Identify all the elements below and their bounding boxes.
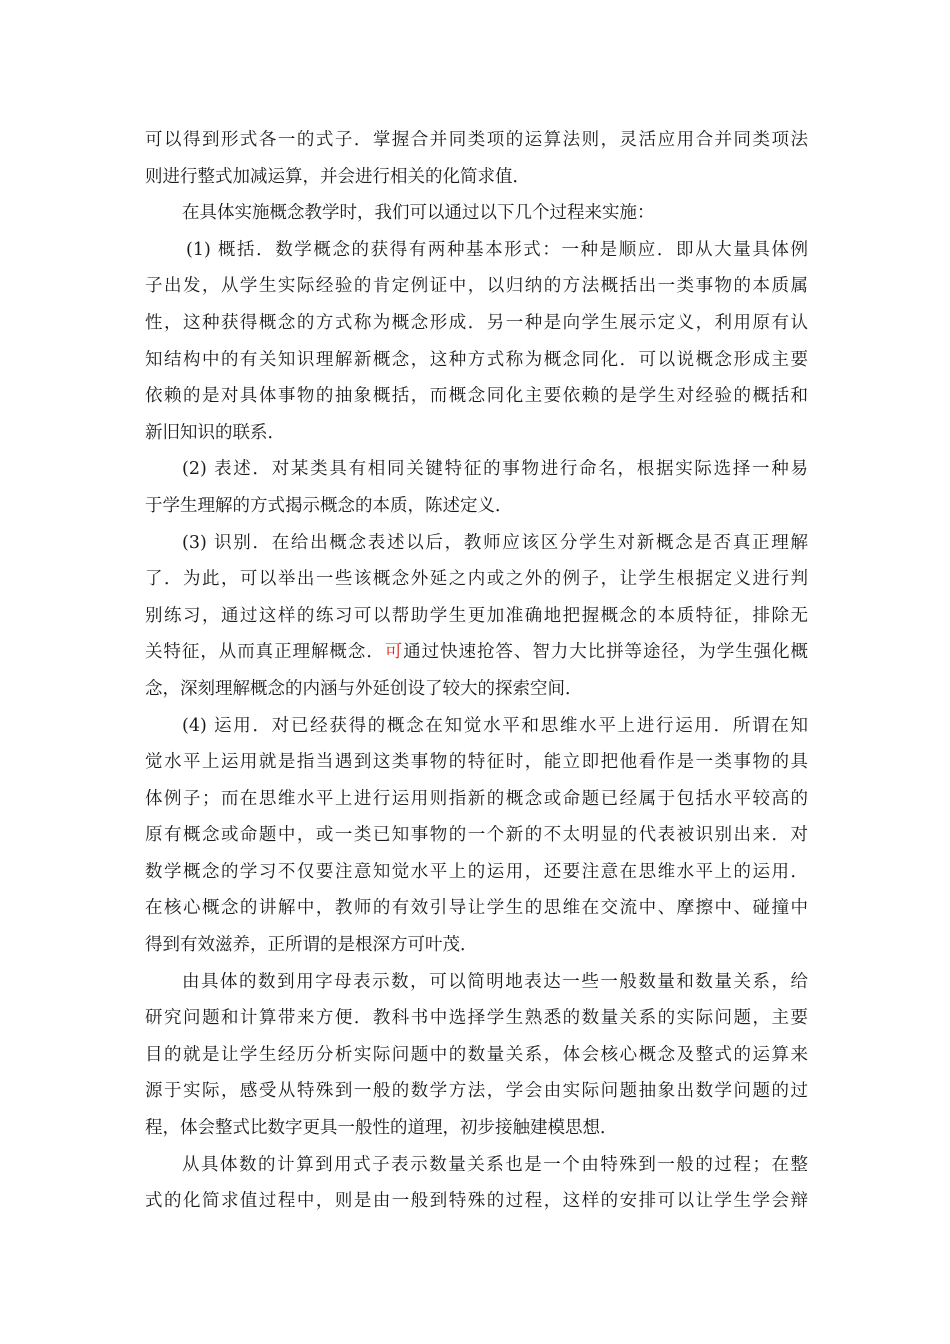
text-line: 新旧知识的联系． (145, 422, 285, 443)
text-line: 依赖的是对具体事物的抽象概括，而概念同化主要依赖的是学生对经验的概括和 (145, 386, 808, 407)
text-line: 在核心概念的讲解中，教师的有效引导让学生的思维在交流中、摩擦中、碰撞中 (145, 898, 808, 919)
text-segment: 关特征，从而真正理解概念． (145, 642, 385, 663)
body-text (145, 122, 808, 1220)
text-line: 觉水平上运用就是指当遇到这类事物的特征时，能立即把他看作是一类事物的具 (145, 752, 808, 773)
text-line: (1) 概括．数学概念的获得有两种基本形式：一种是顺应．即从大量具体例 (186, 239, 808, 260)
text-line: 子出发，从学生实际经验的肯定例证中，以归纳的方法概括出一类事物的本质属 (145, 276, 808, 297)
text-line: 别练习，通过这样的练习可以帮助学生更加准确地把握概念的本质特征，排除无 (145, 605, 808, 626)
text-line: 得到有效滋养，正所谓的是根深方可叶茂． (145, 935, 478, 956)
text-line: 研究问题和计算带来方便．教科书中选择学生熟悉的数量关系的实际问题，主要 (145, 1008, 808, 1029)
text-line: (4) 运用．对已经获得的概念在知觉水平和思维水平上进行运用．所谓在知 (182, 715, 808, 736)
text-line: 了．为此，可以举出一些该概念外延之内或之外的例子，让学生根据定义进行判 (145, 569, 808, 590)
highlighted-char: 可 (384, 642, 404, 663)
text-line: 目的就是让学生经历分析实际问题中的数量关系，体会核心概念及整式的运算来 (145, 1044, 808, 1065)
text-line: 从具体数的计算到用式子表示数量关系也是一个由特殊到一般的过程；在整 (182, 1154, 808, 1175)
text-line: 在具体实施概念教学时，我们可以通过以下几个过程来实施： (182, 203, 655, 224)
text-line-highlighted (145, 634, 808, 671)
text-line: (2) 表述．对某类具有相同关键特征的事物进行命名，根据实际选择一种易 (182, 459, 808, 480)
text-line: 念，深刻理解概念的内涵与外延创设了较大的探索空间． (145, 678, 583, 699)
text-line: 可以得到形式各一的式子．掌握合并同类项的运算法则，灵活应用合并同类项法 (145, 130, 808, 150)
text-line: 于学生理解的方式揭示概念的本质，陈述定义． (145, 495, 513, 516)
text-line: 数学概念的学习不仅要注意知觉水平上的运用，还要注意在思维水平上的运用． (145, 861, 808, 882)
text-line: (3) 识别．在给出概念表述以后，教师应该区分学生对新概念是否真正理解 (182, 532, 808, 553)
text-segment: 通过快速抢答、智力大比拼等途径，为学生强化概 (403, 642, 809, 663)
text-line: 式的化简求值过程中，则是由一般到特殊的过程，这样的安排可以让学生学会辩 (145, 1191, 808, 1212)
text-line: 知结构中的有关知识理解新概念，这种方式称为概念同化．可以说概念形成主要 (145, 349, 808, 370)
text-line: 性，这种获得概念的方式称为概念形成．另一种是向学生展示定义，利用原有认 (145, 312, 808, 333)
text-line: 体例子；而在思维水平上进行运用则指新的概念或命题已经属于包括水平较高的 (145, 788, 808, 809)
text-line: 程，体会整式比数字更具一般性的道理，初步接触建模思想． (145, 1118, 618, 1139)
text-line: 原有概念或命题中，或一类已知事物的一个新的不太明显的代表被识别出来．对 (145, 825, 808, 846)
text-line: 则进行整式加减运算，并会进行相关的化简求值． (145, 166, 530, 187)
text-line: 源于实际，感受从特殊到一般的数学方法，学会由实际问题抽象出数学问题的过 (145, 1081, 808, 1102)
text-line: 由具体的数到用字母表示数，可以简明地表达一些一般数量和数量关系，给 (182, 971, 808, 992)
